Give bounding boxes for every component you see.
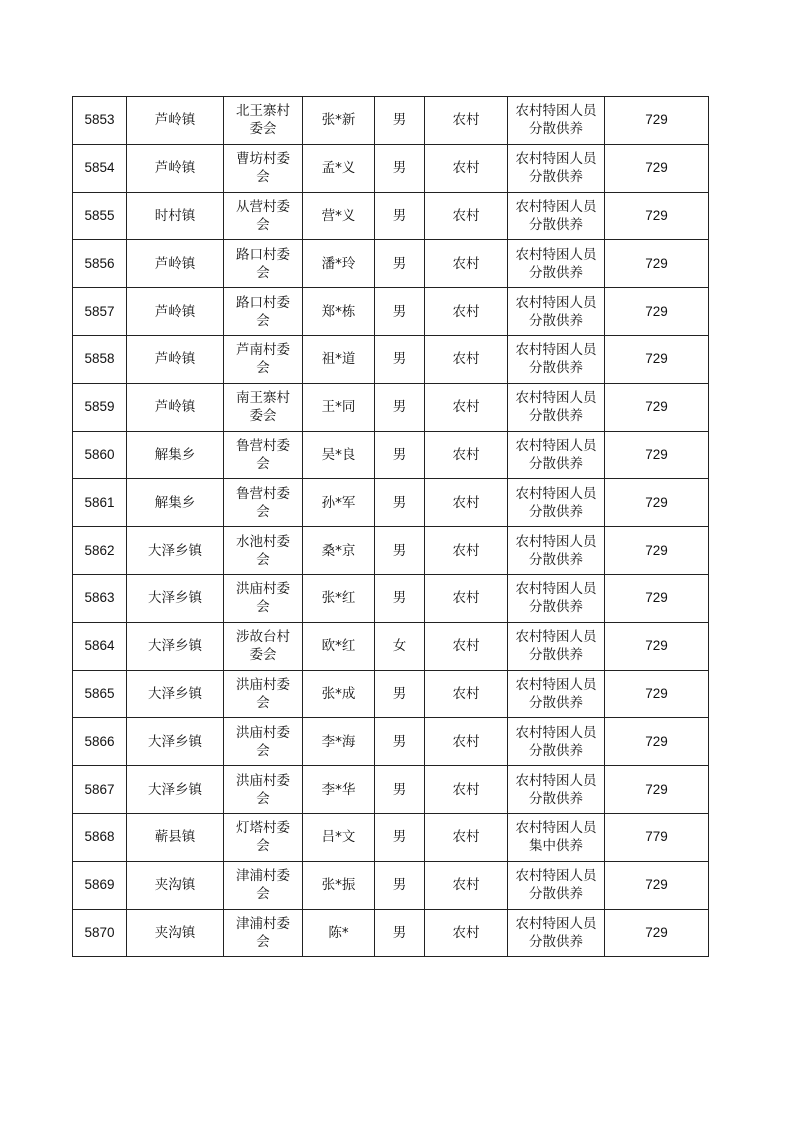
row-id: 5859 bbox=[73, 383, 127, 431]
area-cell: 农村 bbox=[425, 288, 508, 336]
row-id: 5865 bbox=[73, 670, 127, 718]
area-cell: 农村 bbox=[425, 527, 508, 575]
village-cell bbox=[224, 622, 303, 670]
amount-cell: 729 bbox=[605, 144, 709, 192]
gender-cell: 男 bbox=[375, 766, 425, 814]
gender-cell: 男 bbox=[375, 527, 425, 575]
village-cell-text: 路口村委会 bbox=[236, 294, 290, 329]
table-row bbox=[73, 574, 709, 622]
village-cell bbox=[224, 670, 303, 718]
town-cell: 芦岭镇 bbox=[127, 240, 224, 288]
village-cell bbox=[224, 574, 303, 622]
village-cell-text: 灯塔村委会 bbox=[236, 820, 290, 855]
category-cell bbox=[508, 861, 605, 909]
town-cell: 芦岭镇 bbox=[127, 335, 224, 383]
table-row bbox=[73, 909, 709, 957]
gender-cell: 男 bbox=[375, 240, 425, 288]
row-id: 5855 bbox=[73, 192, 127, 240]
category-cell bbox=[508, 574, 605, 622]
town-cell: 芦岭镇 bbox=[127, 97, 224, 145]
table-row bbox=[73, 192, 709, 240]
village-cell-text: 洪庙村委会 bbox=[236, 676, 290, 711]
category-cell-text: 农村特困人员分散供养 bbox=[515, 342, 597, 377]
table-row bbox=[73, 431, 709, 479]
category-cell-text: 农村特困人员分散供养 bbox=[515, 868, 597, 903]
village-cell-text: 鲁营村委会 bbox=[236, 437, 290, 472]
area-cell: 农村 bbox=[425, 431, 508, 479]
village-cell bbox=[224, 192, 303, 240]
gender-cell: 男 bbox=[375, 479, 425, 527]
name-cell: 吴*良 bbox=[303, 431, 375, 479]
category-cell-text: 农村特困人员集中供养 bbox=[515, 820, 597, 855]
table-row bbox=[73, 144, 709, 192]
table-row bbox=[73, 813, 709, 861]
table-row bbox=[73, 240, 709, 288]
name-cell: 李*华 bbox=[303, 766, 375, 814]
name-cell: 张*成 bbox=[303, 670, 375, 718]
category-cell-text: 农村特困人员分散供养 bbox=[515, 246, 597, 281]
row-id: 5854 bbox=[73, 144, 127, 192]
village-cell-text: 津浦村委会 bbox=[236, 868, 290, 903]
gender-cell: 男 bbox=[375, 335, 425, 383]
village-cell-text: 曹坊村委会 bbox=[236, 151, 290, 186]
gender-cell: 男 bbox=[375, 97, 425, 145]
amount-cell: 729 bbox=[605, 383, 709, 431]
amount-cell: 729 bbox=[605, 909, 709, 957]
row-id: 5869 bbox=[73, 861, 127, 909]
town-cell: 夹沟镇 bbox=[127, 861, 224, 909]
name-cell: 张*红 bbox=[303, 574, 375, 622]
village-cell bbox=[224, 240, 303, 288]
area-cell: 农村 bbox=[425, 97, 508, 145]
town-cell: 夹沟镇 bbox=[127, 909, 224, 957]
area-cell: 农村 bbox=[425, 861, 508, 909]
category-cell bbox=[508, 144, 605, 192]
village-cell bbox=[224, 288, 303, 336]
village-cell bbox=[224, 97, 303, 145]
name-cell: 张*新 bbox=[303, 97, 375, 145]
town-cell: 时村镇 bbox=[127, 192, 224, 240]
category-cell bbox=[508, 192, 605, 240]
table-row bbox=[73, 97, 709, 145]
category-cell-text: 农村特困人员分散供养 bbox=[515, 629, 597, 664]
town-cell: 解集乡 bbox=[127, 479, 224, 527]
gender-cell: 男 bbox=[375, 813, 425, 861]
name-cell: 孟*义 bbox=[303, 144, 375, 192]
town-cell: 大泽乡镇 bbox=[127, 718, 224, 766]
row-id: 5866 bbox=[73, 718, 127, 766]
village-cell-text: 从营村委会 bbox=[236, 198, 290, 233]
table-row bbox=[73, 527, 709, 575]
category-cell bbox=[508, 240, 605, 288]
row-id: 5861 bbox=[73, 479, 127, 527]
gender-cell: 男 bbox=[375, 670, 425, 718]
name-cell: 欧*红 bbox=[303, 622, 375, 670]
area-cell: 农村 bbox=[425, 718, 508, 766]
category-cell-text: 农村特困人员分散供养 bbox=[515, 294, 597, 329]
name-cell: 郑*栋 bbox=[303, 288, 375, 336]
amount-cell: 729 bbox=[605, 479, 709, 527]
category-cell bbox=[508, 527, 605, 575]
village-cell bbox=[224, 813, 303, 861]
village-cell bbox=[224, 383, 303, 431]
gender-cell: 男 bbox=[375, 718, 425, 766]
name-cell: 祖*道 bbox=[303, 335, 375, 383]
amount-cell: 729 bbox=[605, 97, 709, 145]
village-cell bbox=[224, 431, 303, 479]
category-cell-text: 农村特困人员分散供养 bbox=[515, 390, 597, 425]
town-cell: 大泽乡镇 bbox=[127, 527, 224, 575]
amount-cell: 729 bbox=[605, 527, 709, 575]
gender-cell: 男 bbox=[375, 861, 425, 909]
village-cell-text: 洪庙村委会 bbox=[236, 724, 290, 759]
assistance-table bbox=[72, 96, 709, 957]
village-cell-text: 水池村委会 bbox=[236, 533, 290, 568]
village-cell bbox=[224, 144, 303, 192]
row-id: 5860 bbox=[73, 431, 127, 479]
table-row bbox=[73, 861, 709, 909]
table-row bbox=[73, 335, 709, 383]
category-cell-text: 农村特困人员分散供养 bbox=[515, 485, 597, 520]
town-cell: 芦岭镇 bbox=[127, 383, 224, 431]
row-id: 5853 bbox=[73, 97, 127, 145]
table-row bbox=[73, 622, 709, 670]
name-cell: 李*海 bbox=[303, 718, 375, 766]
category-cell bbox=[508, 431, 605, 479]
amount-cell: 729 bbox=[605, 670, 709, 718]
town-cell: 芦岭镇 bbox=[127, 144, 224, 192]
area-cell: 农村 bbox=[425, 240, 508, 288]
category-cell-text: 农村特困人员分散供养 bbox=[515, 676, 597, 711]
amount-cell: 729 bbox=[605, 192, 709, 240]
category-cell bbox=[508, 670, 605, 718]
area-cell: 农村 bbox=[425, 766, 508, 814]
village-cell-text: 涉故台村委会 bbox=[236, 629, 290, 664]
amount-cell: 729 bbox=[605, 718, 709, 766]
category-cell bbox=[508, 766, 605, 814]
village-cell-text: 洪庙村委会 bbox=[236, 581, 290, 616]
area-cell: 农村 bbox=[425, 192, 508, 240]
name-cell: 孙*军 bbox=[303, 479, 375, 527]
row-id: 5857 bbox=[73, 288, 127, 336]
category-cell-text: 农村特困人员分散供养 bbox=[515, 724, 597, 759]
village-cell-text: 鲁营村委会 bbox=[236, 485, 290, 520]
row-id: 5858 bbox=[73, 335, 127, 383]
category-cell bbox=[508, 288, 605, 336]
gender-cell: 男 bbox=[375, 144, 425, 192]
category-cell-text: 农村特困人员分散供养 bbox=[515, 533, 597, 568]
amount-cell: 729 bbox=[605, 622, 709, 670]
category-cell bbox=[508, 383, 605, 431]
area-cell: 农村 bbox=[425, 383, 508, 431]
row-id: 5863 bbox=[73, 574, 127, 622]
village-cell bbox=[224, 335, 303, 383]
area-cell: 农村 bbox=[425, 144, 508, 192]
gender-cell: 男 bbox=[375, 383, 425, 431]
table-row bbox=[73, 479, 709, 527]
village-cell bbox=[224, 766, 303, 814]
row-id: 5867 bbox=[73, 766, 127, 814]
name-cell: 王*同 bbox=[303, 383, 375, 431]
gender-cell: 女 bbox=[375, 622, 425, 670]
table-row bbox=[73, 766, 709, 814]
gender-cell: 男 bbox=[375, 192, 425, 240]
table-row bbox=[73, 670, 709, 718]
category-cell bbox=[508, 97, 605, 145]
amount-cell: 729 bbox=[605, 288, 709, 336]
village-cell-text: 津浦村委会 bbox=[236, 915, 290, 950]
gender-cell: 男 bbox=[375, 574, 425, 622]
name-cell: 潘*玲 bbox=[303, 240, 375, 288]
category-cell bbox=[508, 909, 605, 957]
gender-cell: 男 bbox=[375, 288, 425, 336]
area-cell: 农村 bbox=[425, 670, 508, 718]
category-cell-text: 农村特困人员分散供养 bbox=[515, 437, 597, 472]
village-cell bbox=[224, 861, 303, 909]
gender-cell: 男 bbox=[375, 909, 425, 957]
town-cell: 大泽乡镇 bbox=[127, 622, 224, 670]
table-body bbox=[73, 97, 709, 957]
town-cell: 芦岭镇 bbox=[127, 288, 224, 336]
category-cell bbox=[508, 813, 605, 861]
town-cell: 大泽乡镇 bbox=[127, 670, 224, 718]
category-cell-text: 农村特困人员分散供养 bbox=[515, 772, 597, 807]
name-cell: 桑*京 bbox=[303, 527, 375, 575]
row-id: 5856 bbox=[73, 240, 127, 288]
amount-cell: 779 bbox=[605, 813, 709, 861]
area-cell: 农村 bbox=[425, 574, 508, 622]
area-cell: 农村 bbox=[425, 909, 508, 957]
village-cell-text: 洪庙村委会 bbox=[236, 772, 290, 807]
table-row bbox=[73, 383, 709, 431]
name-cell: 吕*文 bbox=[303, 813, 375, 861]
village-cell-text: 芦南村委会 bbox=[236, 342, 290, 377]
town-cell: 解集乡 bbox=[127, 431, 224, 479]
town-cell: 蕲县镇 bbox=[127, 813, 224, 861]
category-cell-text: 农村特困人员分散供养 bbox=[515, 915, 597, 950]
table-row bbox=[73, 288, 709, 336]
category-cell bbox=[508, 718, 605, 766]
category-cell-text: 农村特困人员分散供养 bbox=[515, 581, 597, 616]
category-cell bbox=[508, 335, 605, 383]
village-cell bbox=[224, 527, 303, 575]
name-cell: 营*义 bbox=[303, 192, 375, 240]
village-cell-text: 路口村委会 bbox=[236, 246, 290, 281]
amount-cell: 729 bbox=[605, 766, 709, 814]
village-cell bbox=[224, 479, 303, 527]
category-cell-text: 农村特困人员分散供养 bbox=[515, 103, 597, 138]
amount-cell: 729 bbox=[605, 431, 709, 479]
amount-cell: 729 bbox=[605, 574, 709, 622]
area-cell: 农村 bbox=[425, 479, 508, 527]
amount-cell: 729 bbox=[605, 335, 709, 383]
category-cell bbox=[508, 479, 605, 527]
amount-cell: 729 bbox=[605, 240, 709, 288]
name-cell: 陈* bbox=[303, 909, 375, 957]
area-cell: 农村 bbox=[425, 335, 508, 383]
town-cell: 大泽乡镇 bbox=[127, 574, 224, 622]
table-row bbox=[73, 718, 709, 766]
category-cell-text: 农村特困人员分散供养 bbox=[515, 198, 597, 233]
amount-cell: 729 bbox=[605, 861, 709, 909]
category-cell bbox=[508, 622, 605, 670]
name-cell: 张*振 bbox=[303, 861, 375, 909]
row-id: 5862 bbox=[73, 527, 127, 575]
area-cell: 农村 bbox=[425, 813, 508, 861]
village-cell-text: 北王寨村委会 bbox=[236, 103, 290, 138]
village-cell bbox=[224, 909, 303, 957]
row-id: 5868 bbox=[73, 813, 127, 861]
area-cell: 农村 bbox=[425, 622, 508, 670]
row-id: 5864 bbox=[73, 622, 127, 670]
village-cell-text: 南王寨村委会 bbox=[236, 390, 290, 425]
town-cell: 大泽乡镇 bbox=[127, 766, 224, 814]
gender-cell: 男 bbox=[375, 431, 425, 479]
category-cell-text: 农村特困人员分散供养 bbox=[515, 151, 597, 186]
village-cell bbox=[224, 718, 303, 766]
row-id: 5870 bbox=[73, 909, 127, 957]
